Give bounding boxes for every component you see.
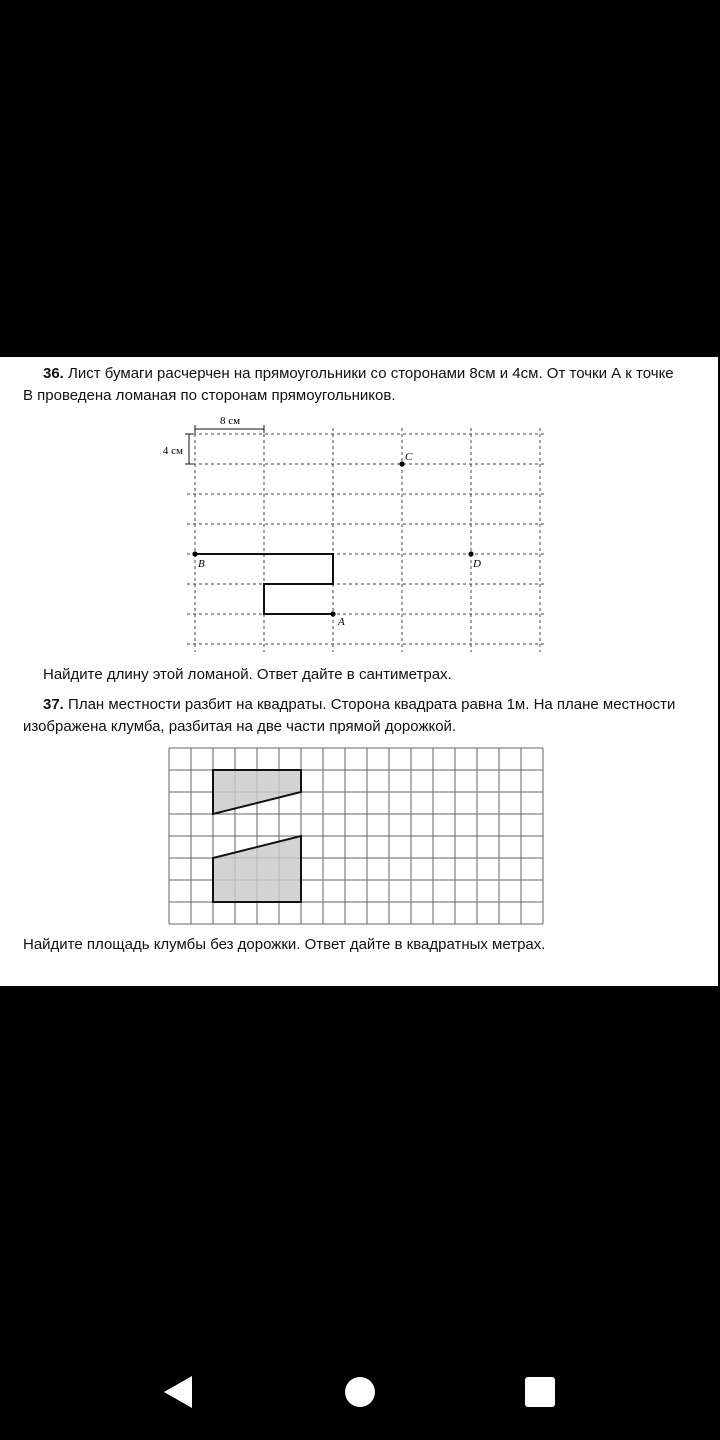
problem-36-text: [23, 363, 685, 407]
home-circle-icon[interactable]: [344, 1376, 376, 1408]
problem-37-number: 37.: [43, 696, 64, 713]
label-b: B: [198, 558, 205, 570]
problem-36-line2: В проведена ломаная по сторонам прямоугольников.: [23, 387, 396, 404]
problem-37-text: [23, 694, 685, 738]
point-d: [468, 551, 473, 556]
problem-37-question: Найдите площадь клумбы без дорожки. Ответ дайте в квадратных метрах.: [23, 936, 546, 953]
point-a: [330, 611, 335, 616]
problem-37-line1: План местности разбит на квадраты. Сторона квадрата равна 1м. На плане местности: [68, 696, 676, 713]
back-triangle-icon[interactable]: [160, 1374, 196, 1410]
navigation-bar: [0, 1350, 720, 1440]
problem-37-line2: изображена клумба, разбитая на две части прямой дорожкой.: [23, 718, 457, 735]
problem-37-grid-figure: [167, 746, 547, 926]
point-c: [399, 461, 404, 466]
label-c: C: [405, 451, 413, 463]
label-d: D: [473, 558, 481, 570]
problem-36-line1: Лист бумаги расчерчен на прямоугольники со сторонами 8см и 4см. От точки А к точке: [68, 365, 674, 382]
point-b: [192, 551, 197, 556]
dimension-markers: [185, 425, 264, 464]
problem-36-figure: [150, 412, 550, 657]
document-page: [0, 357, 718, 986]
width-label: 8 см: [219, 415, 241, 427]
problem-36-question: Найдите длину этой ломаной. Ответ дайте в сантиметрах.: [43, 666, 452, 683]
label-a: A: [338, 616, 345, 628]
recents-square-icon[interactable]: [524, 1376, 556, 1408]
height-label: 4 см: [162, 445, 183, 457]
dashed-grid: [187, 428, 545, 652]
problem-36-number: 36.: [43, 365, 64, 382]
